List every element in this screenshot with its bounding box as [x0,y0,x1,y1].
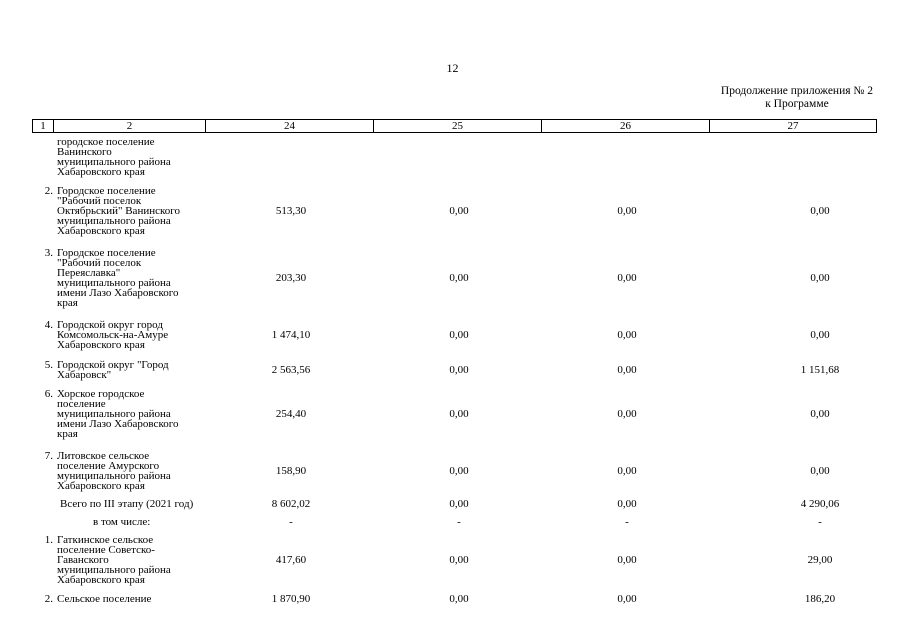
value-col-24: 1 870,90 [271,593,311,605]
header-col-24: 24 [206,120,374,132]
value-col-24: 1 474,10 [271,329,311,341]
value-col-25: 0,00 [449,364,469,376]
value-col-25: 0,00 [449,465,469,477]
row-name: Городской округ "Город Хабаровск" [57,359,169,381]
value-col-26: 0,00 [617,465,637,477]
value-col-24: 2 563,56 [271,364,311,376]
header-col-27: 27 [787,120,799,132]
row-name: Городское поселение "Рабочий поселок Октябрьский" Ванинского муниципального района Хабаровского края [57,185,181,237]
row-number: 4. [44,319,53,331]
row-name: Городское поселение "Рабочий поселок Переяславка" муниципального района имени Лазо Хабаровского края [57,247,179,309]
value-col-27: 1 151,68 [800,364,840,376]
value-col-27: 0,00 [810,205,830,217]
row-name: Городской округ город Комсомольск-на-Амуре Хабаровского края [57,319,169,351]
value-col-26: 0,00 [617,205,637,217]
value-col-24: 8 602,02 [271,498,311,510]
value-col-25: 0,00 [449,408,469,420]
value-col-25: 0,00 [449,272,469,284]
row-name: Всего по III этапу (2021 год) [60,498,194,510]
value-col-24: 417,60 [275,554,307,566]
row-number: 7. [44,450,53,462]
page-number: 12 [446,61,459,75]
value-col-26: 0,00 [617,364,637,376]
value-col-27: - [818,516,822,528]
row-name: Сельское поселение [57,593,152,605]
value-col-26: 0,00 [617,408,637,420]
value-col-26: 0,00 [617,329,637,341]
value-col-26: 0,00 [617,272,637,284]
header-col-1: 1 [33,120,54,132]
value-col-27: 0,00 [810,272,830,284]
value-col-27: 29,00 [807,554,833,566]
row-number: 2. [44,593,53,605]
value-col-26: - [625,516,629,528]
value-col-24: 254,40 [275,408,307,420]
row-number: 1. [44,534,53,546]
row-name: Хорское городское поселение муниципального района имени Лазо Хабаровского края [57,388,179,440]
row-name: Гаткинское сельское поселение Советско- Гаванского муниципального района Хабаровского края [57,534,171,586]
appendix-line-1: Продолжение приложения № 2 [720,85,873,97]
value-col-25: 0,00 [449,498,469,510]
header-col-26: 26 [542,120,710,132]
row-number: 3. [44,247,53,259]
value-col-27: 0,00 [810,408,830,420]
row-number: 6. [44,388,53,400]
value-col-25: 0,00 [449,329,469,341]
value-col-26: 0,00 [617,498,637,510]
value-col-27: 0,00 [810,465,830,477]
header-col-25: 25 [374,120,542,132]
appendix-line-2: к Программе [765,98,829,110]
table-header [32,119,877,133]
row-number: 2. [44,185,53,197]
row-name: в том числе: [93,516,151,528]
value-col-27: 4 290,06 [800,498,840,510]
appendix-caption [721,85,873,111]
row-number: 5. [44,359,53,371]
value-col-25: - [457,516,461,528]
value-col-27: 0,00 [810,329,830,341]
value-col-24: - [289,516,293,528]
value-col-25: 0,00 [449,205,469,217]
row-name: городское поселение Ванинского муниципального района Хабаровского края [57,136,171,178]
value-col-24: 203,30 [275,272,307,284]
value-col-26: 0,00 [617,593,637,605]
value-col-24: 158,90 [275,465,307,477]
value-col-24: 513,30 [275,205,307,217]
value-col-25: 0,00 [449,554,469,566]
header-col-2: 2 [54,120,206,132]
value-col-26: 0,00 [617,554,637,566]
value-col-27: 186,20 [804,593,836,605]
value-col-25: 0,00 [449,593,469,605]
row-name: Литовское сельское поселение Амурского муниципального района Хабаровского края [57,450,171,492]
